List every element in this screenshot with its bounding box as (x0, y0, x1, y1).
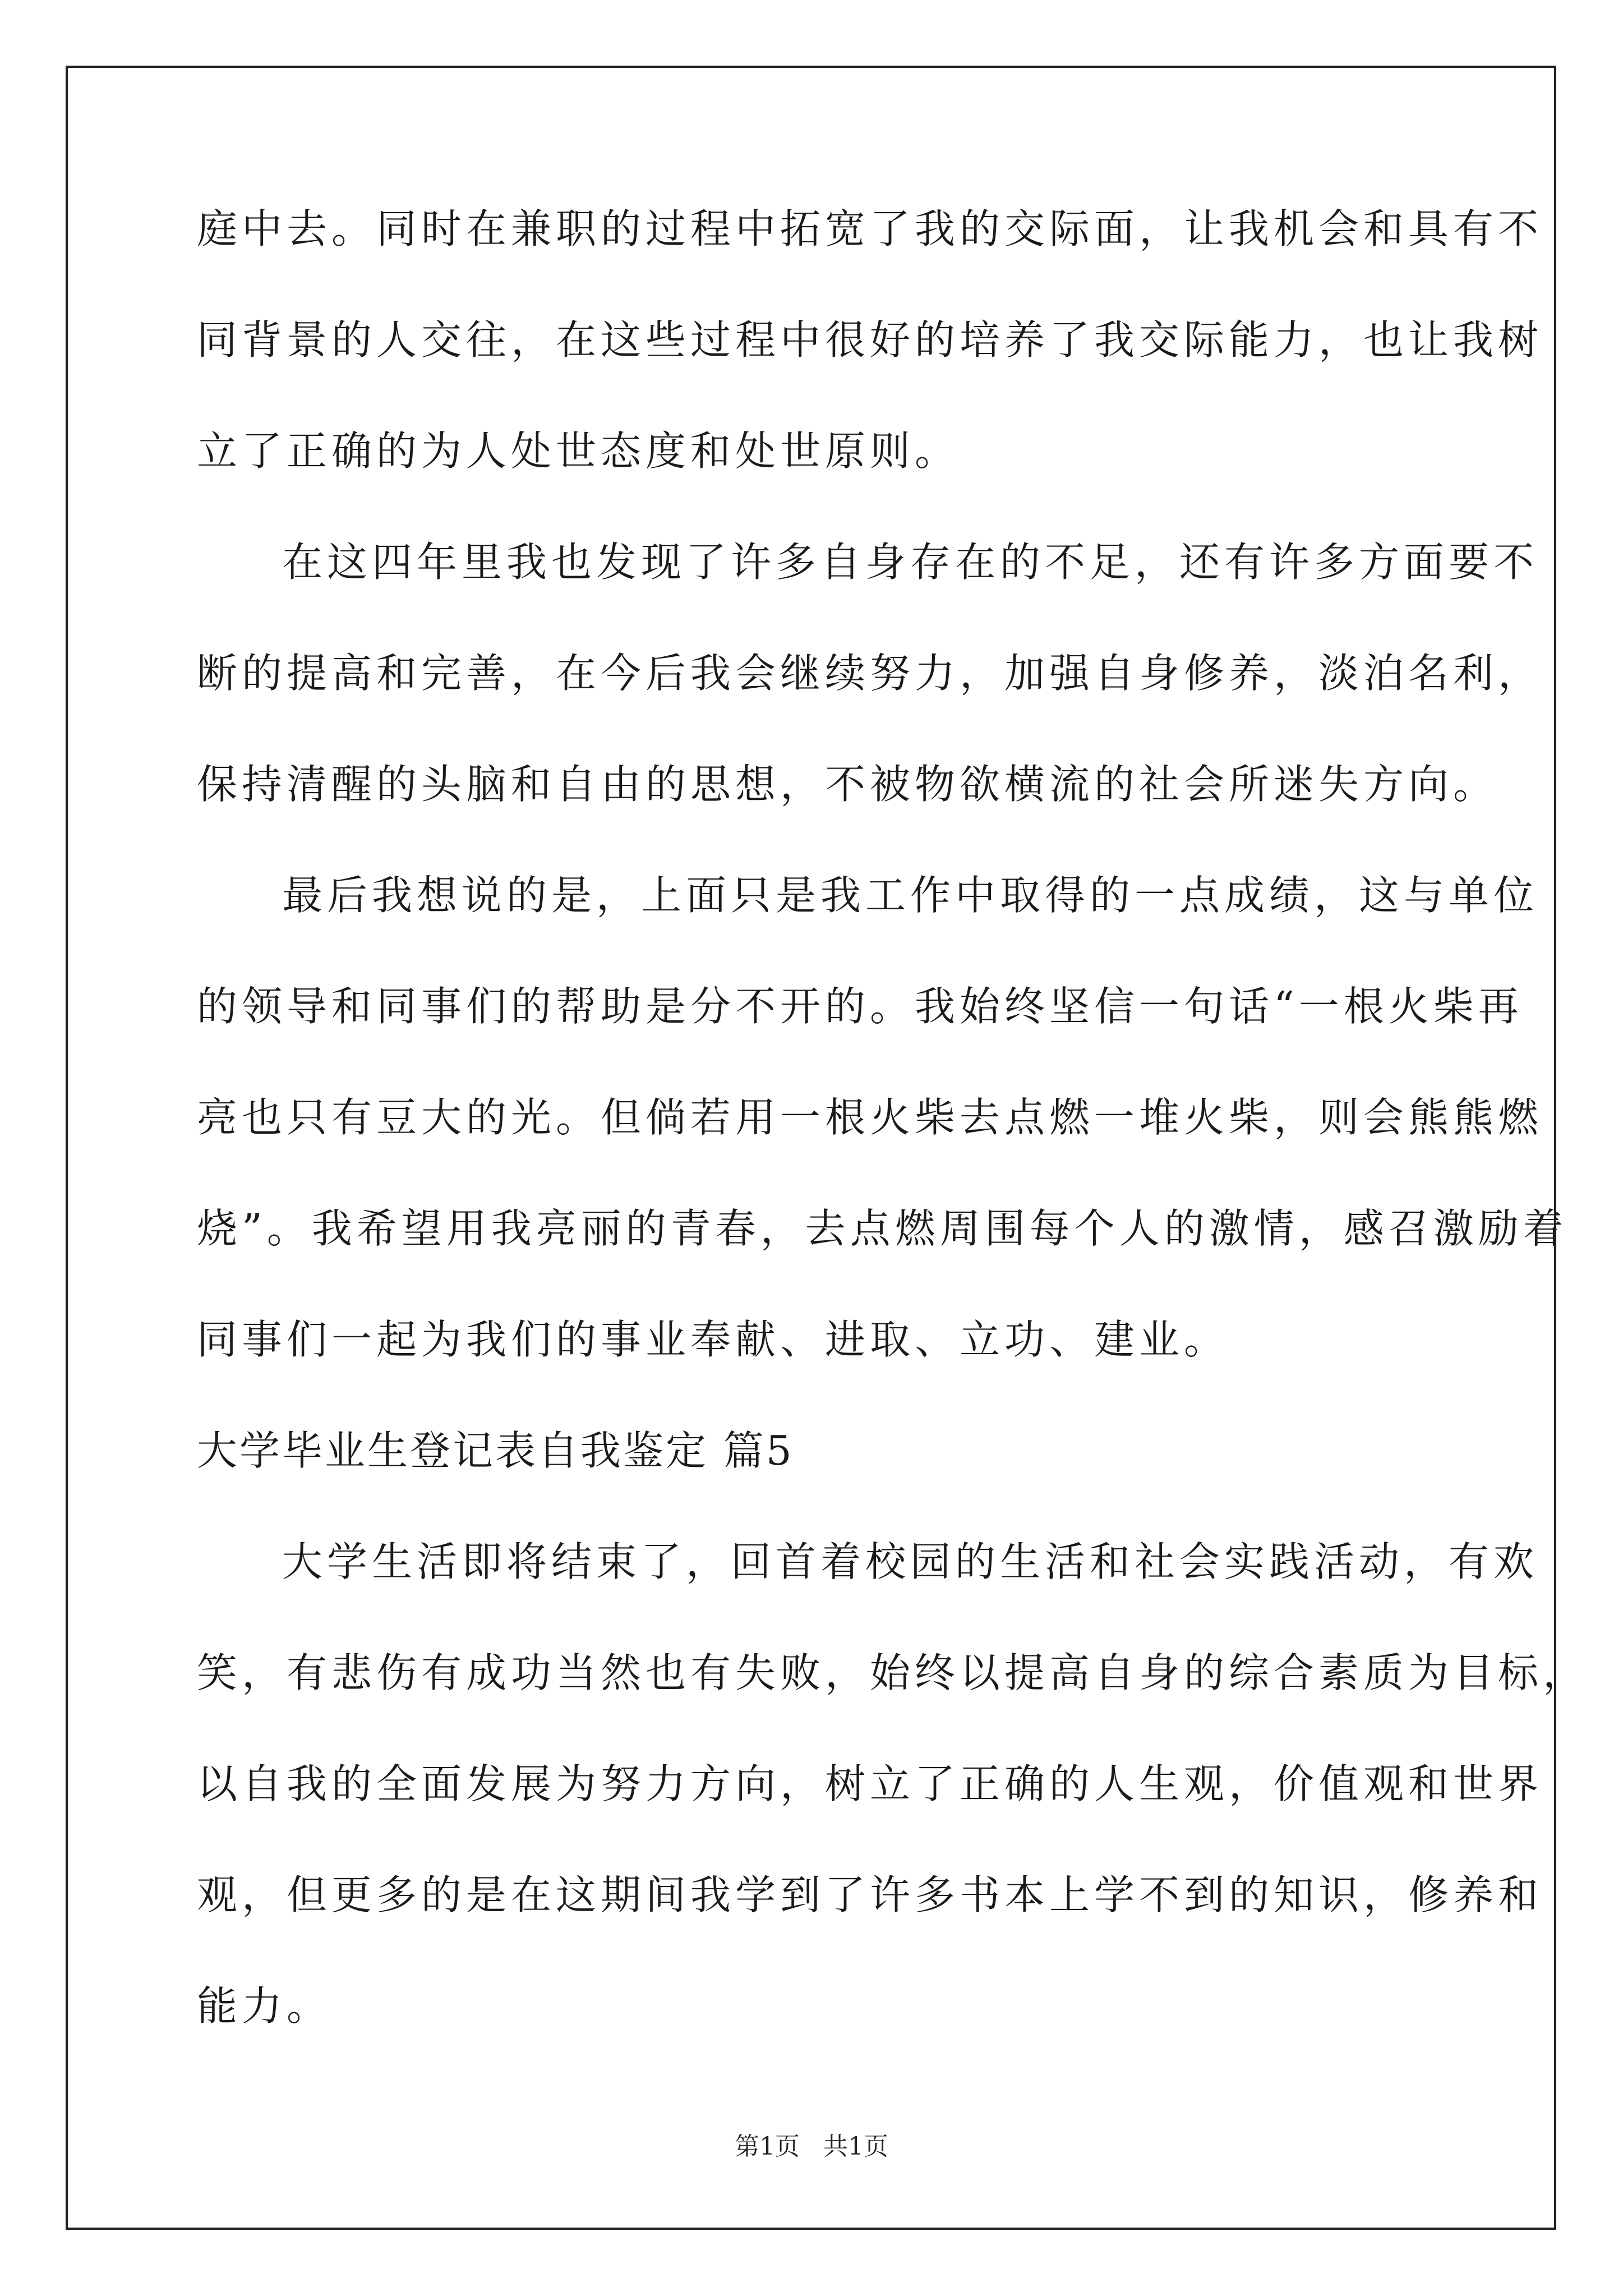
body-line: 能力。 (197, 1982, 332, 2030)
body-line: 观，但更多的是在这期间我学到了许多书本上学不到的知识，修养和 (197, 1871, 1543, 1918)
body-line: 亮也只有豆大的光。但倘若用一根火柴去点燃一堆火柴，则会熊熊燃 (197, 1094, 1543, 1141)
body-line: 保持清醒的头脑和自由的思想，不被物欲横流的社会所迷失方向。 (197, 761, 1498, 808)
paragraph-start-line: 大学生活即将结束了，回首着校园的生活和社会实践活动，有欢 (282, 1538, 1539, 1585)
body-line: 的领导和同事们的帮助是分不开的。我始终坚信一句话“一根火柴再 (197, 983, 1523, 1030)
body-line: 同背景的人交往，在这些过程中很好的培养了我交际能力，也让我树 (197, 316, 1543, 364)
body-line: 笑，有悲伤有成功当然也有失败，始终以提高自身的综合素质为目标， (197, 1649, 1588, 1696)
body-line: 同事们一起为我们的事业奉献、进取、立功、建业。 (197, 1316, 1229, 1363)
document-body (197, 202, 1588, 2090)
page-footer: 第1页 共1页 (735, 2132, 888, 2161)
section-heading: 大学毕业生登记表自我鉴定 篇5 (197, 1427, 794, 1474)
paragraph-start-line: 在这四年里我也发现了许多自身存在的不足，还有许多方面要不 (282, 539, 1539, 586)
paragraph-start-line: 最后我想说的是，上面只是我工作中取得的一点成绩，这与单位 (282, 872, 1539, 919)
body-line: 立了正确的为人处世态度和处世原则。 (197, 427, 960, 475)
body-line: 以自我的全面发展为努力方向，树立了正确的人生观，价值观和世界 (197, 1760, 1543, 1807)
body-line: 庭中去。同时在兼职的过程中拓宽了我的交际面，让我机会和具有不 (197, 205, 1543, 252)
body-line: 烧”。我希望用我亮丽的青春，去点燃周围每个人的激情，感召激励着 (197, 1205, 1568, 1252)
body-line: 断的提高和完善，在今后我会继续努力，加强自身修养，淡泊名利， (197, 650, 1543, 697)
